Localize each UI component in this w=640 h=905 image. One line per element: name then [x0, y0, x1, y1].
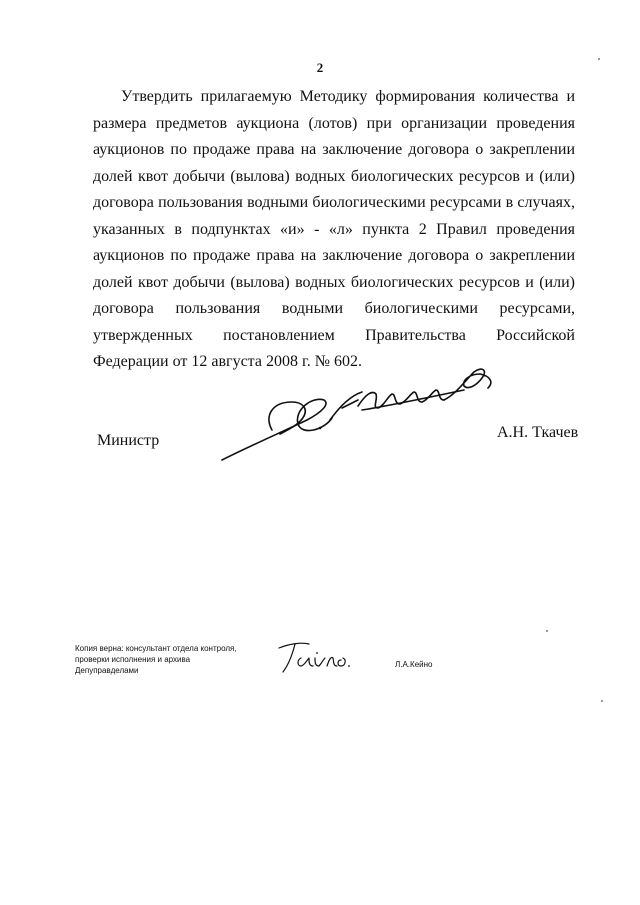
copy-certification-note: [75, 643, 275, 676]
minister-name: А.Н. Ткачев: [497, 424, 579, 441]
scan-speck: [598, 58, 600, 60]
copy-handwritten-signature: [275, 638, 355, 676]
minister-title: Министр: [97, 432, 160, 449]
page-number: 2: [316, 60, 324, 75]
signature-block: [0, 360, 640, 480]
copy-note-line: Копия верна: консультант отдела контроля,: [75, 644, 237, 653]
copy-note-line: проверки исполнения и архива: [75, 655, 191, 664]
scan-speck: [601, 700, 603, 702]
copy-note-line: Депуправделами: [75, 666, 139, 675]
scan-speck: [546, 630, 548, 632]
minister-signature: [212, 360, 512, 470]
body-paragraph: Утвердить прилагаемую Методику формирования количества и размера предметов аукциона (лотов) при организации проведения аукционов по продаже права на заключение договора о закреплении долей квот добычи (вылова) водных биологических ресурсов и (или) договора пользования водными биологическими ресурсами в случаях, указанных в подпунктах «и» - «л» пункта 2 Правил проведения аукционов по продаже права на заключение договора о закреплении долей квот добычи (вылова) водных биологических ресурсов и (или) договора пользования водными биологическими ресурсами, утвержденных постановлением Правительства Российской Федерации от 12 августа 2008 г. № 602.: [93, 88, 575, 370]
copy-signatory-name: Л.А.Кейно: [395, 660, 433, 669]
